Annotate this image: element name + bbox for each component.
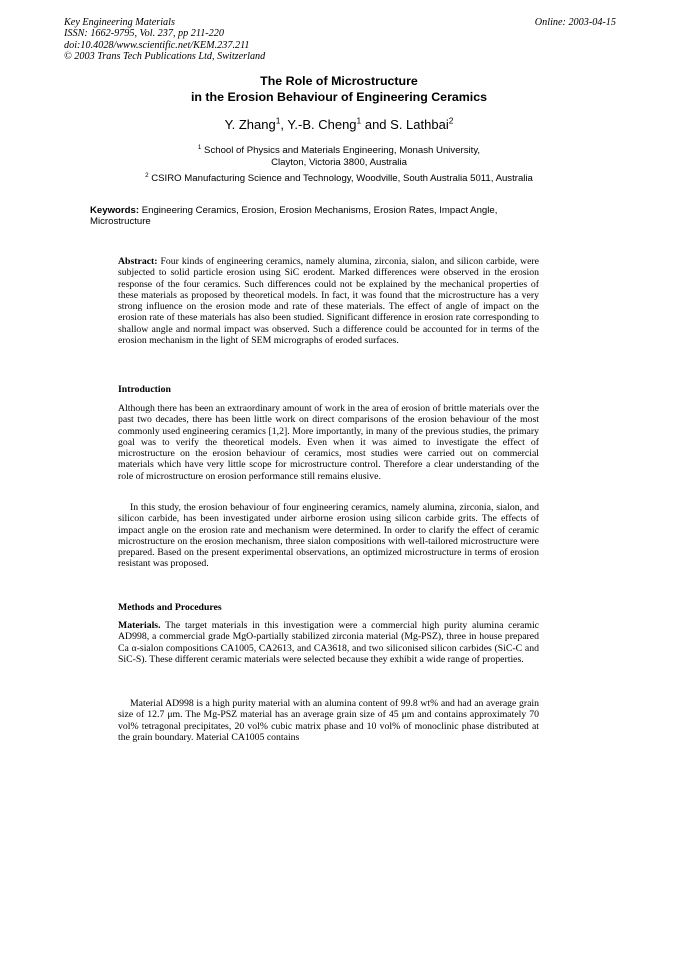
abstract-text: Four kinds of engineering ceramics, namely alumina, zirconia, sialon, and silicon carbide, were subjected to solid particle erosion using SiC erodent. Marked differences were observed in the erosion response of the four ceramics. Such differences could not be explained by the mechanical properties of these materials as proposed by theoretical models. In fact, it was found that the microstructure has a very strong influence on the erosion mode and rate of these materials. The effect of angle of impact on the erosion rate of these materials has also been studied. Significant difference in erosion rate corresponding to shallow angle and normal impact was observed. Such a difference could be accounted for in terms of the erosion mechanism in the light of SEM micrographs of eroded surfaces. xyxy=(118,256,540,346)
journal-doi: doi:10.4028/www.scientific.net/KEM.237.211 xyxy=(64,39,250,51)
materials-label: Materials. xyxy=(118,620,161,631)
affiliation-1 xyxy=(0,145,678,168)
keywords-text: Engineering Ceramics, Erosion, Erosion Mechanisms, Erosion Rates, Impact Angle, Microstructure xyxy=(90,205,498,228)
section-heading-introduction: Introduction xyxy=(118,384,171,395)
author-affiliation-mark: 1 xyxy=(275,115,281,126)
journal-issn: ISSN: 1662-9795, Vol. 237, pp 211-220 xyxy=(64,28,224,40)
keywords xyxy=(90,205,560,228)
affiliation-text: School of Physics and Materials Engineering, Monash University, xyxy=(204,145,481,156)
materials-text: The target materials in this investigation were a commercial high purity alumina ceramic AD998, a commercial grade MgO-partially stabilized zirconia material (Mg-PSZ), three in house prepared Ca α-sialon compositions CA1005, CA2613, and CA3618, and two siliconised silicon carbides (SiC-C and SiC-S). These different ceramic materials were selected because they exhibit a wide range of properties. xyxy=(118,620,539,665)
author-separator: , xyxy=(280,117,288,132)
section-heading-methods: Methods and Procedures xyxy=(118,602,222,613)
author-name: Y.-B. Cheng xyxy=(287,117,357,132)
journal-header xyxy=(64,17,616,62)
author-list xyxy=(0,117,678,133)
abstract-label: Abstract: xyxy=(118,256,158,267)
author-affiliation-mark: 2 xyxy=(448,115,454,126)
journal-name: Key Engineering Materials xyxy=(64,17,175,28)
paper-title-line2: in the Erosion Behaviour of Engineering Ceramics xyxy=(190,90,488,104)
affiliation-mark: 2 xyxy=(145,171,149,179)
introduction-paragraph-2: In this study, the erosion behaviour of four engineering ceramics, namely alumina, zirconia, sialon, and silicon carbide, has been investigated under airborne erosion using silicon carbide grits. The effects of impact angle on the erosion rate and mechanism were determined. In order to clarify the effect of ceramic microstructure on the erosion mechanism, three sialon compositions with well-tailored microstructure were prepared. Based on the present experimental observations, an optimized microstructure in terms of erosion resistant was proposed. xyxy=(118,502,539,570)
online-date: Online: 2003-04-15 xyxy=(534,17,616,28)
keywords-label: Keywords: xyxy=(90,205,140,216)
paper-title-line1: The Role of Microstructure xyxy=(260,74,418,88)
affiliation-text: Clayton, Victoria 3800, Australia xyxy=(271,156,407,168)
paper-title xyxy=(0,73,678,105)
journal-copyright: © 2003 Trans Tech Publications Ltd, Switzerland xyxy=(64,50,266,62)
materials-paragraph-2: Material AD998 is a high purity material with an alumina content of 99.8 wt% and had an average grain size of 12.7 μm. The Mg-PSZ material has an average grain size of 45 μm and contains approximately 70 vol% tetragonal precipitates, 20 vol% cubic matrix phase and 10 vol% of monoclinic phase distributed at the grain boundary. Material CA1005 contains xyxy=(118,698,539,743)
affiliation-text: CSIRO Manufacturing Science and Technology, Woodville, South Australia 5011, Australia xyxy=(151,173,533,184)
abstract xyxy=(118,256,539,346)
introduction-paragraph-1: Although there has been an extraordinary amount of work in the area of erosion of brittle materials over the past two decades, there has been little work on direct comparisons of the erosion behaviour of the most commonly used engineering ceramics [1,2]. More importantly, in many of the previous studies, the primary goal was to verify the theoretical models. Even when it was aimed to investigate the effect of microstructure on the erosion behaviour of ceramics, most studies were carried out on commercial materials which have very little scope for microstructure control. Therefore a clear understanding of the role of microstructure on erosion performance still remains elusive. xyxy=(118,403,539,482)
author-separator: and xyxy=(361,117,391,132)
author-name: Y. Zhang xyxy=(224,117,276,132)
author-affiliation-mark: 1 xyxy=(356,115,362,126)
materials-paragraph xyxy=(118,620,539,665)
affiliation-mark: 1 xyxy=(197,143,202,151)
affiliation-2 xyxy=(0,173,678,185)
author-name: S. Lathbai xyxy=(390,117,449,132)
